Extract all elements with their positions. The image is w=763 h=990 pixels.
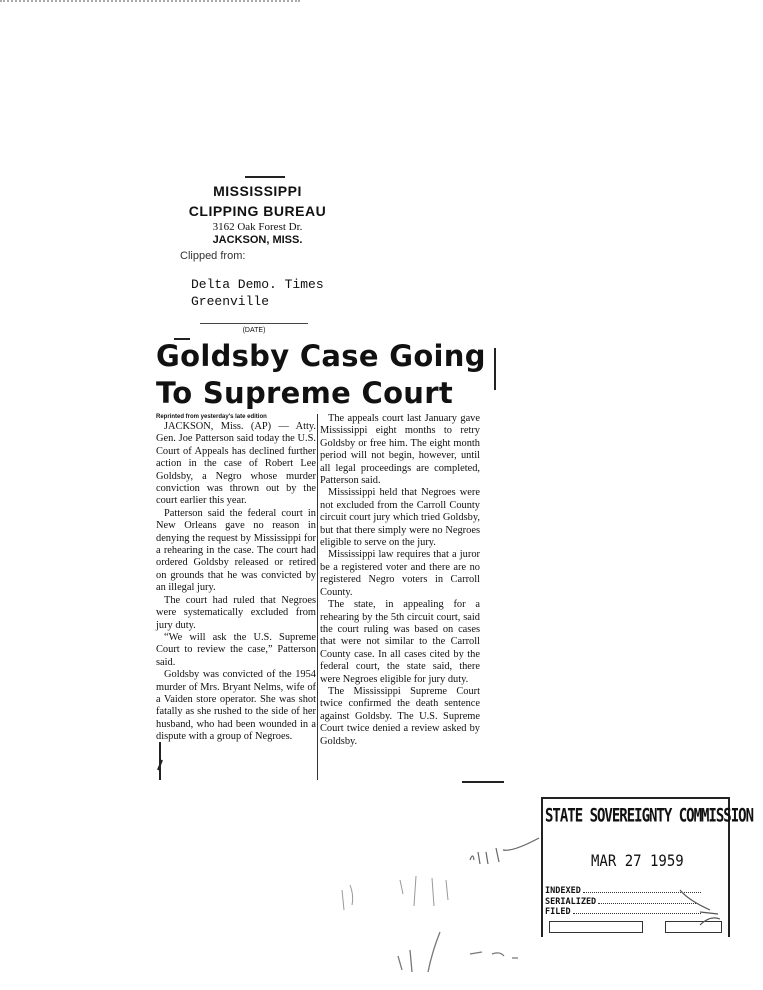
bureau-city: JACKSON, MISS. — [212, 234, 303, 246]
paragraph: Mississippi law requires that a juror be a registered voter and there are no registered Negro voters in Carroll County. — [320, 549, 480, 598]
paragraph: The appeals court last January gave Mississippi eight months to retry Goldsby or free him. The eight month period will not begin, however, until all legal proceedings are completed, Patterson said. — [320, 413, 480, 487]
stamp-date: MAR 27 1959 — [591, 852, 684, 871]
paragraph: JACKSON, Miss. (AP) — Atty. Gen. Joe Patterson said today the U.S. Court of Appeals has declined further action in the case of Robert Lee Goldsby, a Negro whose murder conviction was thrown out by the court earlier this year. — [156, 421, 316, 507]
source-paper-name: Delta Demo. Times — [191, 277, 324, 292]
bureau-address: 3162 Oak Forest Dr. — [212, 221, 303, 233]
bureau-state: MISSISSIPPI — [213, 183, 302, 199]
reprint-note: Reprinted from yesterday's late edition — [156, 414, 267, 420]
stamp-serialized-label: SERIALIZED — [545, 897, 597, 907]
paragraph: Goldsby was convicted of the 1954 murder of Mrs. Bryant Nelms, wife of a Vaiden store operator. She was shot fatally as she rushed to the side of her husband, who had been wounded in a dispute with a group of Negroes. — [156, 669, 316, 743]
headline-line-1: Goldsby Case Going — [156, 339, 486, 373]
stamp-indexed-label: INDEXED — [545, 886, 581, 896]
source-city: Greenville — [191, 294, 270, 309]
paragraph: “We will ask the U.S. Supreme Court to review the case,” Patterson said. — [156, 631, 316, 668]
paragraph: The state, in appealing for a rehearing by the 5th circuit court, said the court ruling was based on cases that were not similar to the Carroll County case. In all cases cited by the federal court, the state said, there were Negroes eligible for jury duty. — [320, 599, 480, 685]
stamp-filed-label: FILED — [545, 907, 571, 917]
paragraph: Mississippi held that Negroes were not excluded from the Carroll County circuit court jury which tried Goldsby, but that there simply were no Negroes eligible to serve on the jury. — [320, 487, 480, 549]
paragraph: Patterson said the federal court in New Orleans gave no reason in denying the request by Mississippi for a rehearing in the case. The court had ordered Goldsby released or retired on grounds that he was convicted by an illegal jury. — [156, 507, 316, 594]
paragraph: The Mississippi Supreme Court twice confirmed the death sentence against Goldsby. The U.S. Supreme Court twice denied a review asked by Goldsby. — [320, 685, 480, 747]
paragraph: The court had ruled that Negroes were systematically excluded from jury duty. — [156, 594, 316, 631]
stamp-title: STATE SOVEREIGNTY COMMISSION — [545, 806, 754, 827]
bureau-name: CLIPPING BUREAU — [188, 203, 327, 219]
headline-line-2: To Supreme Court — [156, 376, 454, 410]
date-label: (DATE) — [242, 327, 266, 334]
clipped-from-label: Clipped from: — [180, 250, 246, 262]
